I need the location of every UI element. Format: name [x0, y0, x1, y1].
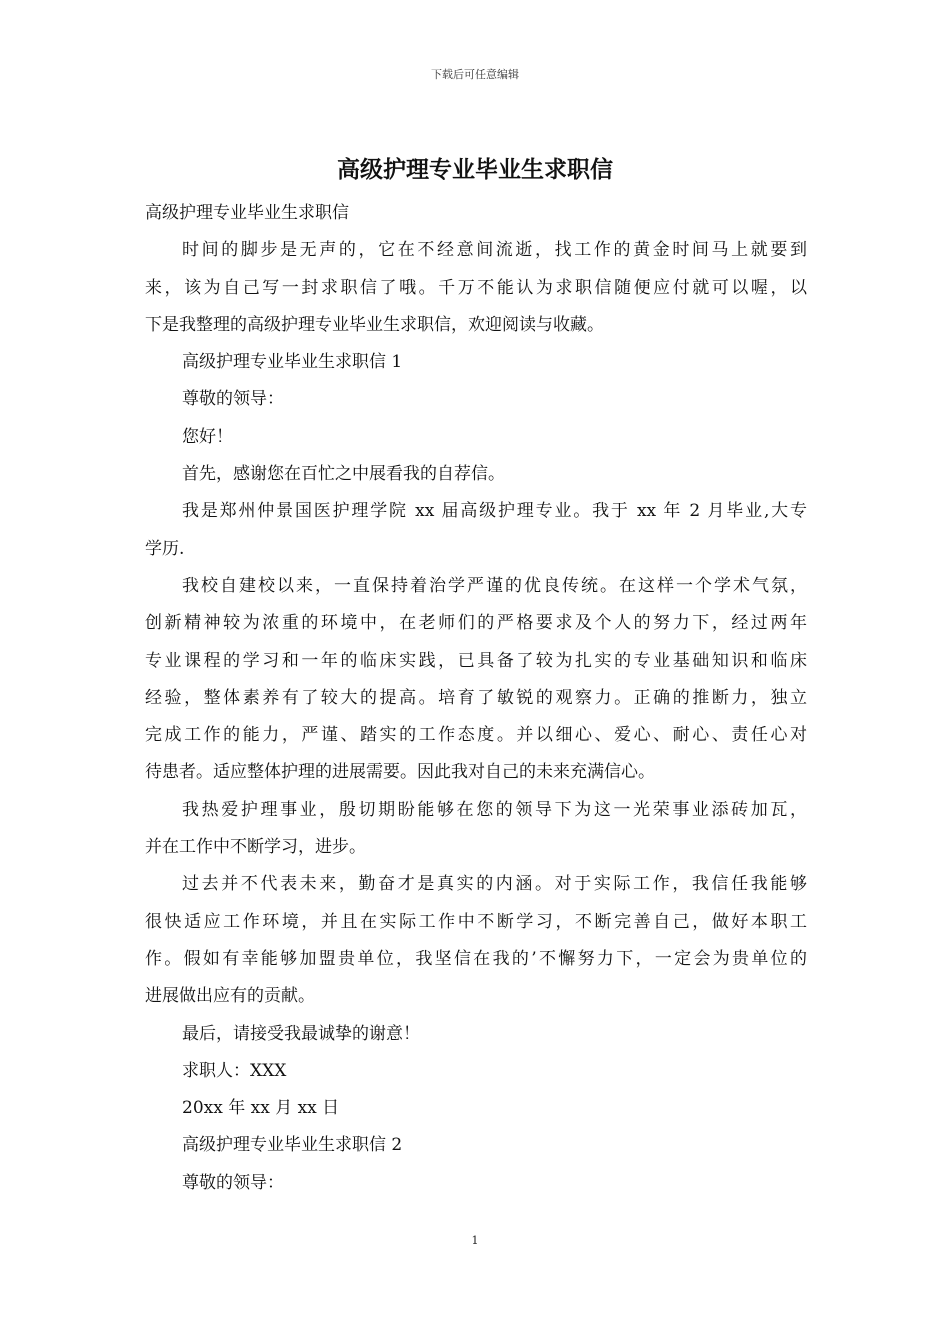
body-line: 并在工作中不断学习，进步。: [145, 837, 366, 858]
body-line: 我校自建校以来，一直保持着治学严谨的优良传统。在这样一个学术气氛，: [182, 575, 807, 596]
body-line: 过去并不代表未来，勤奋才是真实的内涵。对于实际工作，我信任我能够: [182, 874, 807, 895]
body-line: 您好！: [182, 426, 233, 447]
body-line: 我是郑州仲景国医护理学院 xx 届高级护理专业。我于 xx 年 2 月毕业,大专: [182, 501, 807, 522]
body-line: 首先，感谢您在百忙之中展看我的自荐信。: [182, 464, 505, 485]
body-line: 求职人：XXX: [182, 1060, 287, 1081]
body-line: 学历.: [145, 538, 185, 559]
body-line: 创新精神较为浓重的环境中，在老师们的严格要求及个人的努力下，经过两年: [145, 613, 807, 634]
body-line: 进展做出应有的贡献。: [145, 986, 315, 1007]
body-line: 尊敬的领导：: [182, 1172, 284, 1193]
body-line: 作。假如有幸能够加盟贵单位，我坚信在我的’不懈努力下，一定会为贵单位的: [145, 948, 807, 969]
body-line: 高级护理专业毕业生求职信: [145, 203, 349, 223]
body-line: 下是我整理的高级护理专业毕业生求职信，欢迎阅读与收藏。: [145, 314, 604, 335]
body-line: 待患者。适应整体护理的进展需要。因此我对自己的未来充满信心。: [145, 762, 655, 783]
body-line: 最后，请接受我最诚挚的谢意！: [182, 1023, 420, 1044]
document-title: 高级护理专业毕业生求职信: [337, 157, 613, 183]
page-header-note: 下载后可任意编辑: [431, 68, 519, 81]
body-line: 高级护理专业毕业生求职信 2: [182, 1135, 403, 1156]
body-line: 很快适应工作环境，并且在实际工作中不断学习，不断完善自己，做好本职工: [145, 911, 807, 932]
page-number: 1: [471, 1234, 479, 1247]
body-line: 来，该为自己写一封求职信了哦。千万不能认为求职信随便应付就可以喔，以: [145, 277, 807, 298]
body-line: 高级护理专业毕业生求职信 1: [182, 352, 403, 373]
body-line: 我热爱护理事业，殷切期盼能够在您的领导下为这一光荣事业添砖加瓦，: [182, 799, 807, 820]
body-line: 经验，整体素养有了较大的提高。培育了敏锐的观察力。正确的推断力，独立: [145, 687, 807, 708]
body-line: 专业课程的学习和一年的临床实践，已具备了较为扎实的专业基础知识和临床: [145, 650, 807, 671]
body-line: 尊敬的领导：: [182, 389, 284, 410]
body-line: 完成工作的能力，严谨、踏实的工作态度。并以细心、爱心、耐心、责任心对: [145, 725, 807, 746]
body-line: 时间的脚步是无声的，它在不经意间流逝，找工作的黄金时间马上就要到: [182, 240, 807, 261]
document-body: [145, 195, 807, 1202]
body-line: 20xx 年 xx 月 xx 日: [182, 1098, 340, 1119]
